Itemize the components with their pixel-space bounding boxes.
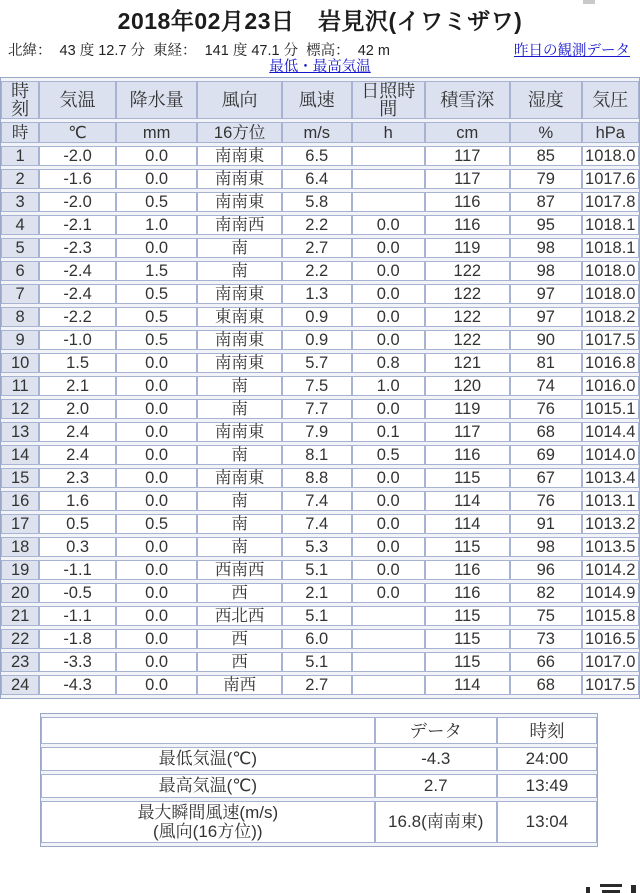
table-row (1, 330, 639, 350)
table-row (1, 169, 639, 189)
summary-head (41, 717, 597, 744)
value-cell: 122 (425, 330, 510, 350)
value-cell: 0.5 (116, 330, 198, 350)
value-cell: 75 (510, 606, 581, 626)
value-cell: 2.7 (282, 675, 352, 695)
value-cell: 1015.8 (582, 606, 640, 626)
hour-cell: 19 (1, 560, 39, 580)
summary-table-wrap (40, 713, 598, 847)
value-cell: 114 (425, 514, 510, 534)
value-cell: 66 (510, 652, 581, 672)
value-cell: -2.2 (39, 307, 116, 327)
value-cell: 117 (425, 169, 510, 189)
hour-cell: 10 (1, 353, 39, 373)
summary-data-cell: -4.3 (375, 747, 497, 771)
table-row (1, 261, 639, 281)
value-cell: 8.1 (282, 445, 352, 465)
value-cell: 2.2 (282, 215, 352, 235)
value-cell: 5.1 (282, 652, 352, 672)
table-row (1, 215, 639, 235)
table-row (1, 629, 639, 649)
hour-cell: 17 (1, 514, 39, 534)
value-cell: 90 (510, 330, 581, 350)
unit-cell: ℃ (39, 122, 116, 143)
summary-label: 最大瞬間風速(m/s) (137, 803, 279, 822)
value-cell: 0.3 (39, 537, 116, 557)
value-cell: 0.0 (116, 445, 198, 465)
value-cell: 74 (510, 376, 581, 396)
value-cell: 0.0 (352, 261, 425, 281)
value-cell: 1018.1 (582, 215, 640, 235)
value-cell: 97 (510, 284, 581, 304)
value-cell: 7.7 (282, 399, 352, 419)
value-cell: -1.0 (39, 330, 116, 350)
value-cell: 南 (197, 399, 281, 419)
value-cell: 122 (425, 261, 510, 281)
value-cell: 1.5 (116, 261, 198, 281)
value-cell: 0.0 (116, 353, 198, 373)
value-cell: 7.4 (282, 491, 352, 511)
unit-row (1, 122, 639, 143)
value-cell: 0.0 (116, 675, 198, 695)
value-cell: 0.1 (352, 422, 425, 442)
value-cell: 8.8 (282, 468, 352, 488)
value-cell: 0.0 (116, 652, 198, 672)
value-cell: 68 (510, 675, 581, 695)
value-cell: 南 (197, 376, 281, 396)
value-cell: 南南東 (197, 330, 281, 350)
hour-cell: 2 (1, 169, 39, 189)
value-cell: 南南東 (197, 422, 281, 442)
value-cell: 1013.2 (582, 514, 640, 534)
value-cell: 0.0 (352, 307, 425, 327)
value-cell: 0.0 (116, 583, 198, 603)
value-cell: 南南東 (197, 192, 281, 212)
value-cell (352, 652, 425, 672)
value-cell: 0.0 (352, 468, 425, 488)
summary-header-blank (41, 717, 375, 744)
value-cell: 69 (510, 445, 581, 465)
value-cell: 115 (425, 652, 510, 672)
value-cell: 76 (510, 399, 581, 419)
value-cell: 95 (510, 215, 581, 235)
value-cell: 0.0 (352, 537, 425, 557)
value-cell: -2.1 (39, 215, 116, 235)
value-cell: 5.1 (282, 560, 352, 580)
summary-column-header: データ (375, 717, 497, 744)
value-cell: 122 (425, 307, 510, 327)
value-cell: 0.0 (116, 560, 198, 580)
value-cell: 東南東 (197, 307, 281, 327)
hour-cell: 1 (1, 146, 39, 166)
value-cell: 1017.8 (582, 192, 640, 212)
value-cell: 0.5 (116, 514, 198, 534)
value-cell: 5.1 (282, 606, 352, 626)
page-title: 2018年02月23日 岩見沢(イワミザワ) (117, 8, 523, 34)
table-row (1, 675, 639, 695)
value-cell: 0.0 (352, 514, 425, 534)
value-cell: 119 (425, 238, 510, 258)
value-cell: 98 (510, 238, 581, 258)
observation-table-wrap (0, 77, 640, 699)
yesterday-data-link[interactable]: 昨日の観測データ (514, 43, 630, 59)
table-row (1, 491, 639, 511)
value-cell: 1013.5 (582, 537, 640, 557)
value-cell: 0.0 (116, 468, 198, 488)
value-cell: 79 (510, 169, 581, 189)
value-cell: 1014.2 (582, 560, 640, 580)
value-cell: 120 (425, 376, 510, 396)
value-cell: 98 (510, 537, 581, 557)
value-cell (352, 169, 425, 189)
table-row (1, 399, 639, 419)
summary-row (41, 747, 597, 771)
value-cell: 1013.1 (582, 491, 640, 511)
column-header: 風向 (197, 81, 281, 119)
value-cell: 西 (197, 629, 281, 649)
value-cell: 1.3 (282, 284, 352, 304)
unit-cell: h (352, 122, 425, 143)
hour-cell: 7 (1, 284, 39, 304)
hour-cell: 16 (1, 491, 39, 511)
unit-cell: cm (425, 122, 510, 143)
value-cell: 115 (425, 537, 510, 557)
value-cell: 南西 (197, 675, 281, 695)
value-cell: 98 (510, 261, 581, 281)
value-cell: 0.0 (116, 146, 198, 166)
value-cell: 0.0 (352, 215, 425, 235)
value-cell: 1016.8 (582, 353, 640, 373)
column-header: 気圧 (582, 81, 640, 119)
observation-head (1, 81, 639, 143)
unit-cell: m/s (282, 122, 352, 143)
column-header: 降水量 (116, 81, 198, 119)
value-cell: 1018.0 (582, 284, 640, 304)
value-cell: 122 (425, 284, 510, 304)
value-cell: 116 (425, 560, 510, 580)
value-cell: 西北西 (197, 606, 281, 626)
value-cell (352, 146, 425, 166)
hour-cell: 8 (1, 307, 39, 327)
summary-label-cell (41, 801, 375, 843)
table-row (1, 192, 639, 212)
value-cell: 1015.1 (582, 399, 640, 419)
value-cell: 1014.4 (582, 422, 640, 442)
value-cell: 0.0 (352, 583, 425, 603)
minmax-temp-link[interactable]: 最低・最高気温 (269, 59, 371, 75)
summary-data-cell: 2.7 (375, 774, 497, 798)
value-cell: 0.0 (116, 169, 198, 189)
value-cell: 0.9 (282, 307, 352, 327)
unit-cell: % (510, 122, 581, 143)
value-cell: 85 (510, 146, 581, 166)
summary-row (41, 801, 597, 843)
summary-column-header: 時刻 (497, 717, 597, 744)
value-cell: 0.0 (116, 399, 198, 419)
value-cell: 0.0 (352, 560, 425, 580)
value-cell: 西 (197, 652, 281, 672)
value-cell: 1017.5 (582, 330, 640, 350)
summary-row (41, 774, 597, 798)
summary-time-cell: 24:00 (497, 747, 597, 771)
table-row (1, 652, 639, 672)
summary-label-cell (41, 747, 375, 771)
value-cell: -1.8 (39, 629, 116, 649)
value-cell: 0.5 (116, 307, 198, 327)
value-cell: 2.3 (39, 468, 116, 488)
value-cell: 121 (425, 353, 510, 373)
value-cell: 6.5 (282, 146, 352, 166)
unit-cell: 16方位 (197, 122, 281, 143)
summary-label: 最低気温(℃) (158, 749, 257, 768)
value-cell: 2.1 (39, 376, 116, 396)
hour-cell: 6 (1, 261, 39, 281)
summary-label-cell (41, 774, 375, 798)
value-cell: 119 (425, 399, 510, 419)
hour-cell: 22 (1, 629, 39, 649)
hour-cell: 14 (1, 445, 39, 465)
value-cell: 67 (510, 468, 581, 488)
value-cell: 南南東 (197, 146, 281, 166)
value-cell: 82 (510, 583, 581, 603)
observation-body (1, 146, 639, 695)
table-row (1, 284, 639, 304)
value-cell (352, 192, 425, 212)
value-cell: -3.3 (39, 652, 116, 672)
hour-cell: 23 (1, 652, 39, 672)
hour-cell: 5 (1, 238, 39, 258)
value-cell: 73 (510, 629, 581, 649)
value-cell: 1017.0 (582, 652, 640, 672)
clipped-glyph-fragment (631, 885, 636, 893)
value-cell: 0.0 (352, 491, 425, 511)
table-row (1, 376, 639, 396)
value-cell: 87 (510, 192, 581, 212)
summary-sublabel: (風向(16方位)) (153, 822, 263, 841)
minmax-link-row (0, 60, 640, 75)
value-cell: -2.4 (39, 261, 116, 281)
value-cell: 0.0 (116, 606, 198, 626)
value-cell: 5.3 (282, 537, 352, 557)
value-cell: 115 (425, 606, 510, 626)
table-row (1, 606, 639, 626)
summary-data-cell: 16.8(南南東) (375, 801, 497, 843)
summary-time-cell: 13:49 (497, 774, 597, 798)
value-cell: -1.1 (39, 560, 116, 580)
value-cell: 西 (197, 583, 281, 603)
clipped-edge-fragment (583, 0, 595, 4)
summary-body (41, 747, 597, 843)
value-cell: -1.1 (39, 606, 116, 626)
value-cell: 0.0 (116, 537, 198, 557)
station-info-row (0, 36, 640, 60)
value-cell: 2.4 (39, 445, 116, 465)
value-cell: 1014.9 (582, 583, 640, 603)
value-cell: 0.5 (116, 284, 198, 304)
column-header: 気温 (39, 81, 116, 119)
summary-header-row (41, 717, 597, 744)
hour-cell: 4 (1, 215, 39, 235)
hour-cell: 24 (1, 675, 39, 695)
column-header: 時刻 (1, 81, 39, 119)
value-cell: 南 (197, 514, 281, 534)
value-cell: 1018.0 (582, 261, 640, 281)
value-cell: 0.0 (352, 284, 425, 304)
value-cell: 1017.6 (582, 169, 640, 189)
hour-cell: 12 (1, 399, 39, 419)
table-row (1, 307, 639, 327)
value-cell: 0.9 (282, 330, 352, 350)
value-cell: 117 (425, 146, 510, 166)
value-cell: 116 (425, 192, 510, 212)
value-cell: 5.8 (282, 192, 352, 212)
value-cell: 96 (510, 560, 581, 580)
value-cell: 1014.0 (582, 445, 640, 465)
value-cell: 1.5 (39, 353, 116, 373)
value-cell: 2.4 (39, 422, 116, 442)
value-cell: 2.0 (39, 399, 116, 419)
value-cell: 南南東 (197, 169, 281, 189)
value-cell: 68 (510, 422, 581, 442)
unit-cell: hPa (582, 122, 640, 143)
value-cell: 116 (425, 215, 510, 235)
value-cell: 1017.5 (582, 675, 640, 695)
value-cell: -2.0 (39, 192, 116, 212)
value-cell: 97 (510, 307, 581, 327)
hour-cell: 21 (1, 606, 39, 626)
value-cell: 81 (510, 353, 581, 373)
table-row (1, 238, 639, 258)
hour-cell: 20 (1, 583, 39, 603)
column-header: 日照時間 (352, 81, 425, 119)
hour-cell: 9 (1, 330, 39, 350)
observation-table (1, 78, 639, 698)
value-cell: 91 (510, 514, 581, 534)
value-cell: 1018.1 (582, 238, 640, 258)
hour-cell: 13 (1, 422, 39, 442)
value-cell: 南 (197, 491, 281, 511)
table-row (1, 146, 639, 166)
column-header: 風速 (282, 81, 352, 119)
summary-table (41, 714, 597, 846)
value-cell: 116 (425, 583, 510, 603)
table-row (1, 537, 639, 557)
unit-cell: 時 (1, 122, 39, 143)
value-cell: 1018.0 (582, 146, 640, 166)
value-cell: 7.5 (282, 376, 352, 396)
value-cell: 1016.0 (582, 376, 640, 396)
value-cell: 1016.5 (582, 629, 640, 649)
value-cell (352, 629, 425, 649)
value-cell: 0.5 (39, 514, 116, 534)
value-cell: 0.0 (352, 238, 425, 258)
column-header-row (1, 81, 639, 119)
table-row (1, 583, 639, 603)
table-row (1, 422, 639, 442)
value-cell: 1.0 (116, 215, 198, 235)
value-cell: 南 (197, 238, 281, 258)
value-cell: 7.9 (282, 422, 352, 442)
summary-time-cell: 13:04 (497, 801, 597, 843)
column-header: 湿度 (510, 81, 581, 119)
value-cell: 南南東 (197, 284, 281, 304)
value-cell: 南南東 (197, 353, 281, 373)
value-cell: 0.0 (116, 491, 198, 511)
unit-cell: mm (116, 122, 198, 143)
value-cell: -2.0 (39, 146, 116, 166)
value-cell: 1018.2 (582, 307, 640, 327)
value-cell: 115 (425, 629, 510, 649)
hour-cell: 3 (1, 192, 39, 212)
value-cell: 115 (425, 468, 510, 488)
table-row (1, 560, 639, 580)
value-cell: 南 (197, 445, 281, 465)
value-cell: 南南西 (197, 215, 281, 235)
value-cell: 2.2 (282, 261, 352, 281)
value-cell (352, 606, 425, 626)
value-cell: 1.0 (352, 376, 425, 396)
table-row (1, 445, 639, 465)
value-cell: 0.5 (116, 192, 198, 212)
value-cell: 0.0 (352, 330, 425, 350)
clipped-glyph-fragment (600, 884, 622, 887)
value-cell: 南 (197, 261, 281, 281)
value-cell: 2.7 (282, 238, 352, 258)
station-coordinates: 北緯： 43 度 12.7 分 東経： 141 度 47.1 分 標高： 42 m (8, 43, 390, 59)
value-cell: 南 (197, 537, 281, 557)
table-row (1, 514, 639, 534)
clipped-glyph-fragment (586, 887, 590, 893)
value-cell: 114 (425, 675, 510, 695)
value-cell: -1.6 (39, 169, 116, 189)
table-row (1, 353, 639, 373)
value-cell: 0.8 (352, 353, 425, 373)
value-cell: 0.0 (352, 399, 425, 419)
hour-cell: 11 (1, 376, 39, 396)
value-cell: 2.1 (282, 583, 352, 603)
value-cell: -4.3 (39, 675, 116, 695)
value-cell: 1.6 (39, 491, 116, 511)
value-cell: 5.7 (282, 353, 352, 373)
hour-cell: 15 (1, 468, 39, 488)
summary-label: 最高気温(℃) (158, 776, 257, 795)
value-cell: 南南東 (197, 468, 281, 488)
hour-cell: 18 (1, 537, 39, 557)
value-cell: 0.5 (352, 445, 425, 465)
value-cell: 0.0 (116, 238, 198, 258)
value-cell: 116 (425, 445, 510, 465)
value-cell: -2.3 (39, 238, 116, 258)
value-cell: 114 (425, 491, 510, 511)
value-cell: 0.0 (116, 376, 198, 396)
value-cell: 117 (425, 422, 510, 442)
value-cell: 1013.4 (582, 468, 640, 488)
value-cell: -2.4 (39, 284, 116, 304)
value-cell: -0.5 (39, 583, 116, 603)
value-cell: 76 (510, 491, 581, 511)
value-cell (352, 675, 425, 695)
value-cell: 西南西 (197, 560, 281, 580)
value-cell: 7.4 (282, 514, 352, 534)
value-cell: 6.0 (282, 629, 352, 649)
column-header: 積雪深 (425, 81, 510, 119)
table-row (1, 468, 639, 488)
value-cell: 6.4 (282, 169, 352, 189)
value-cell: 0.0 (116, 422, 198, 442)
value-cell: 0.0 (116, 629, 198, 649)
